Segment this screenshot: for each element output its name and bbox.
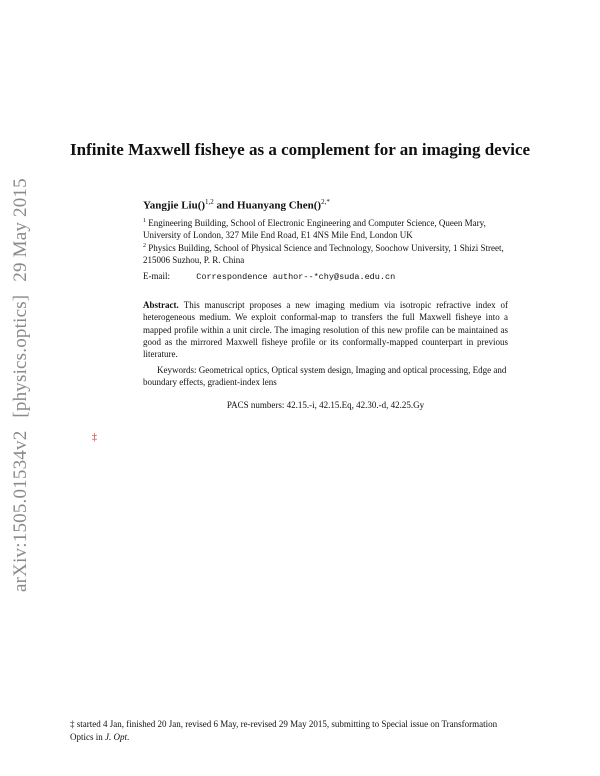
pacs-numbers: PACS numbers: 42.15.-i, 42.15.Eq, 42.30.-d, 42.25.Gy (226, 400, 425, 410)
abstract (143, 299, 508, 360)
abstract-label: Abstract. (143, 300, 179, 310)
footnote-mark: ‡ (70, 719, 75, 729)
footnote-end: . (127, 731, 130, 742)
author-affiliation-mark: 1,2 (205, 198, 214, 206)
email-label: E-mail: (143, 271, 170, 281)
affiliation-text: Engineering Building, School of Electronic Engineering and Computer Science, Queen Mary, University of London, 327 Mile End Road, E1 4NS Mile End, London UK (143, 218, 486, 240)
arxiv-id: arXiv:1505.01534v2 (10, 430, 31, 592)
footnote-journal: J. Opt (105, 731, 127, 742)
abstract-text: This manuscript proposes a new imaging medium via isotropic refractive index of heterogeneous medium. We exploit conformal-map to transfers the full Maxwell fisheye into a mapped profile within a unit circle. The imaging resolution of this new profile can be maintained as good as the mirrored Maxwell fisheye profile or its conformally-mapped counterpart in previous literature. (143, 300, 508, 360)
affiliation-mark: 2 (143, 243, 146, 249)
author-name: Huanyang Chen() (237, 199, 322, 212)
author-joiner: and (216, 199, 235, 212)
author-affiliation-mark: 2,* (321, 198, 330, 206)
arxiv-date: 29 May 2015 (10, 178, 31, 282)
email-address[interactable]: Correspondence author--*chy@suda.edu.cn (196, 272, 396, 282)
affiliation-text: Physics Building, School of Physical Science and Technology, Soochow University, 1 Shizi Street, 215006 Suzhou, P. R. China (143, 243, 504, 265)
author-list (143, 198, 330, 212)
affiliation (143, 215, 523, 241)
correspondence-email (143, 271, 395, 282)
arxiv-side-stamp (10, 180, 42, 592)
footnote-text: started 4 Jan, finished 20 Jan, revised 6 May, re-revised 29 May 2015, submitting to Special issue on Transformation Optics in (70, 719, 498, 742)
affiliation-mark: 1 (143, 218, 146, 224)
footnote (70, 718, 510, 743)
keywords: Keywords: Geometrical optics, Optical system design, Imaging and optical processing, Edge and boundary effects, gradient-index lens (143, 365, 507, 388)
affiliation (143, 240, 523, 266)
paper-title: Infinite Maxwell fisheye as a complement for an imaging device (70, 140, 531, 159)
author-name: Yangjie Liu() (143, 199, 206, 212)
arxiv-category: [physics.optics] (10, 294, 31, 418)
footnote-marker[interactable]: ‡ (92, 432, 97, 443)
